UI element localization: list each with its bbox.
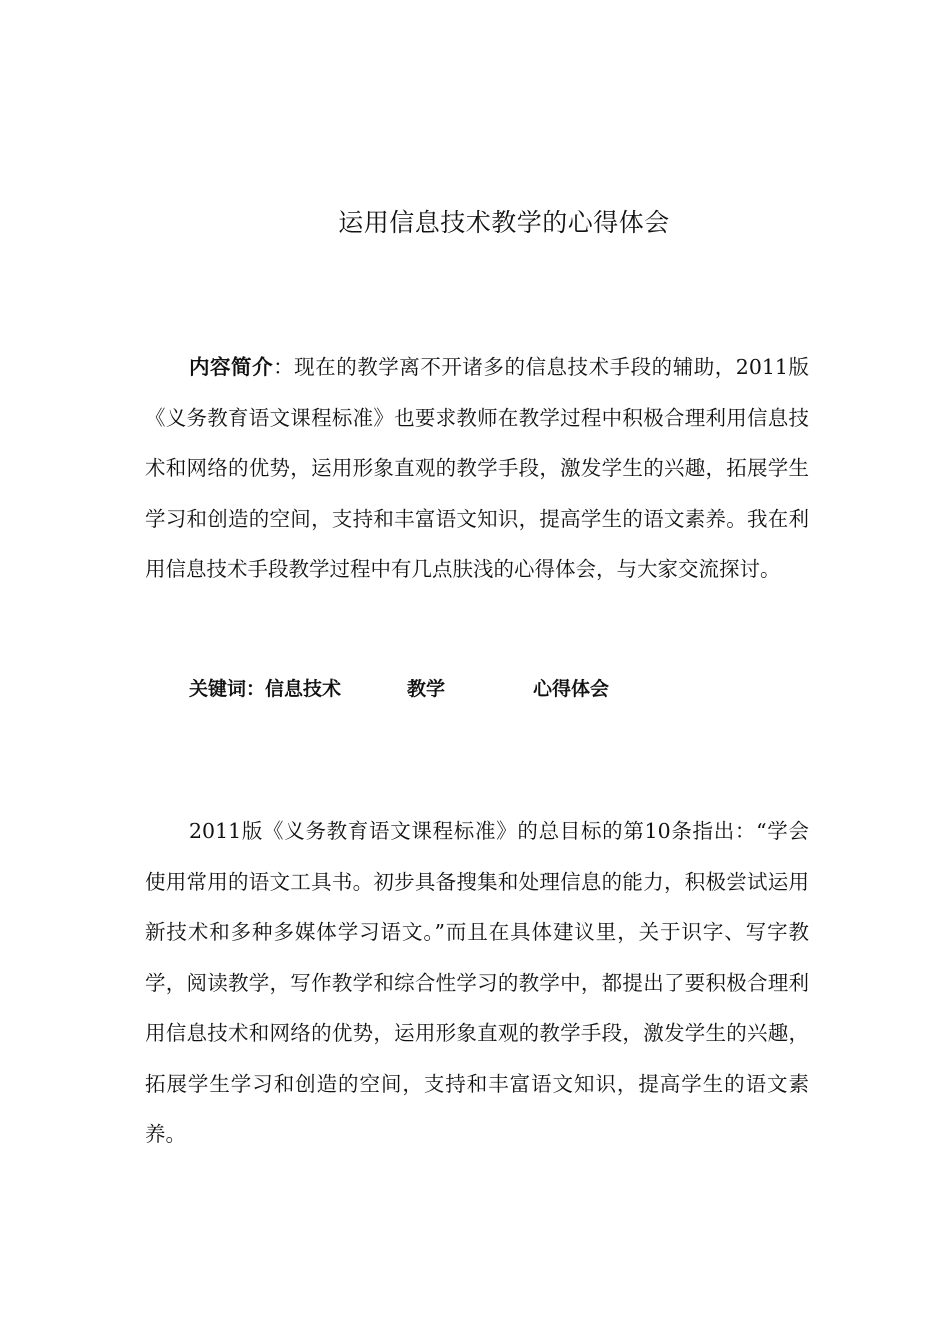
document-title: 运用信息技术教学的心得体会 bbox=[338, 208, 670, 237]
intro-text: 现在的教学离不开诸多的信息技术手段的辅助，2011版《义务教育语文课程标准》也要求教师在教学过程中积极合理利用信息技术和网络的优势，运用形象直观的教学手段，激发学生的兴趣，拓展学生学习和创造的空间，支持和丰富语文知识，提高学生的语文素养。我在利用信息技术手段教学过程中有几点肤浅的心得体会，与大家交流探讨。 bbox=[145, 355, 810, 581]
keywords-line bbox=[189, 669, 609, 709]
keyword-item: 心得体会 bbox=[533, 678, 610, 700]
keyword-item: 教学 bbox=[407, 678, 446, 700]
intro-separator: ： bbox=[273, 355, 295, 379]
intro-label: 内容简介 bbox=[189, 355, 274, 379]
body-paragraph: 2011版《义务教育语文课程标准》的总目标的第10条指出：“学会使用常用的语文工具书。初步具备搜集和处理信息的能力，积极尝试运用新技术和多种多媒体学习语文。”而且在具体建议里，关于识字、写字教学，阅读教学，写作教学和综合性学习的教学中，都提出了要积极合理利用信息技术和网络的优势，运用形象直观的教学手段，激发学生的兴趣，拓展学生学习和创造的空间，支持和丰富语文知识，提高学生的语文素养。 bbox=[145, 819, 809, 1146]
intro-paragraph bbox=[145, 342, 809, 595]
keyword-item: 信息技术 bbox=[265, 678, 342, 700]
keywords-label: 关键词： bbox=[189, 678, 266, 700]
